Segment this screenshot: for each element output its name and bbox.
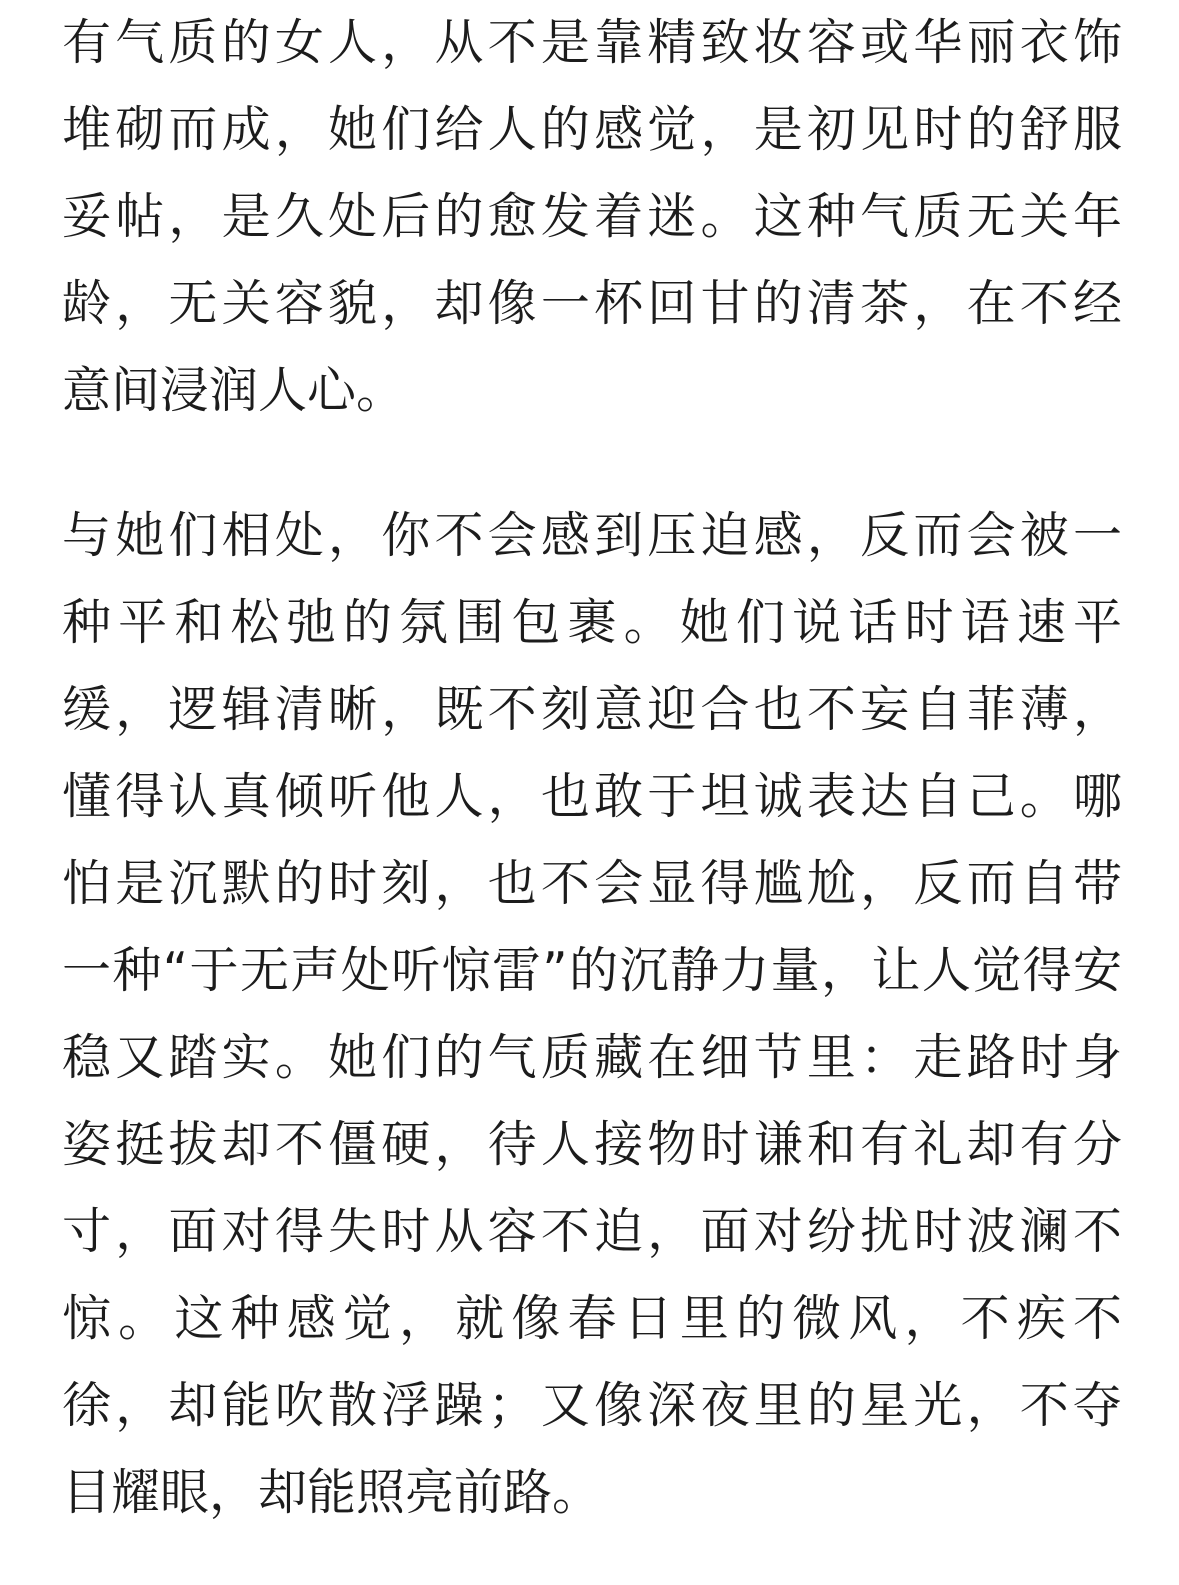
text-line: 姿挺拔却不僵硬，待人接物时谦和有礼却有分 bbox=[62, 1116, 1122, 1173]
text-line: 有气质的女人，从不是靠精致妆容或华丽衣饰 bbox=[62, 14, 1122, 71]
text-line: 种平和松弛的氛围包裹。她们说话时语速平 bbox=[62, 594, 1122, 651]
text-line: 惊。这种感觉，就像春日里的微风，不疾不 bbox=[62, 1290, 1122, 1347]
text-line: 龄，无关容貌，却像一杯回甘的清茶，在不经 bbox=[62, 275, 1122, 332]
text-line: 目耀眼，却能照亮前路。 bbox=[62, 1464, 602, 1521]
text-line: 稳又踏实。她们的气质藏在细节里：走路时身 bbox=[62, 1029, 1122, 1086]
text-line: 徐，却能吹散浮躁；又像深夜里的星光，不夺 bbox=[62, 1377, 1122, 1434]
text-line: 堆砌而成，她们给人的感觉，是初见时的舒服 bbox=[62, 101, 1122, 158]
text-line: 缓，逻辑清晰，既不刻意迎合也不妄自菲薄， bbox=[62, 681, 1122, 738]
text-line: 一种“于无声处听惊雷”的沉静力量，让人觉得安 bbox=[62, 942, 1122, 999]
text-line: 意间浸润人心。 bbox=[62, 362, 406, 419]
text-line: 与她们相处，你不会感到压迫感，反而会被一 bbox=[62, 507, 1122, 564]
text-line: 妥帖，是久处后的愈发着迷。这种气质无关年 bbox=[62, 188, 1122, 245]
text-line: 寸，面对得失时从容不迫，面对纷扰时波澜不 bbox=[62, 1203, 1122, 1260]
text-line: 怕是沉默的时刻，也不会显得尴尬，反而自带 bbox=[62, 855, 1122, 912]
text-line: 懂得认真倾听他人，也敢于坦诚表达自己。哪 bbox=[62, 768, 1122, 825]
